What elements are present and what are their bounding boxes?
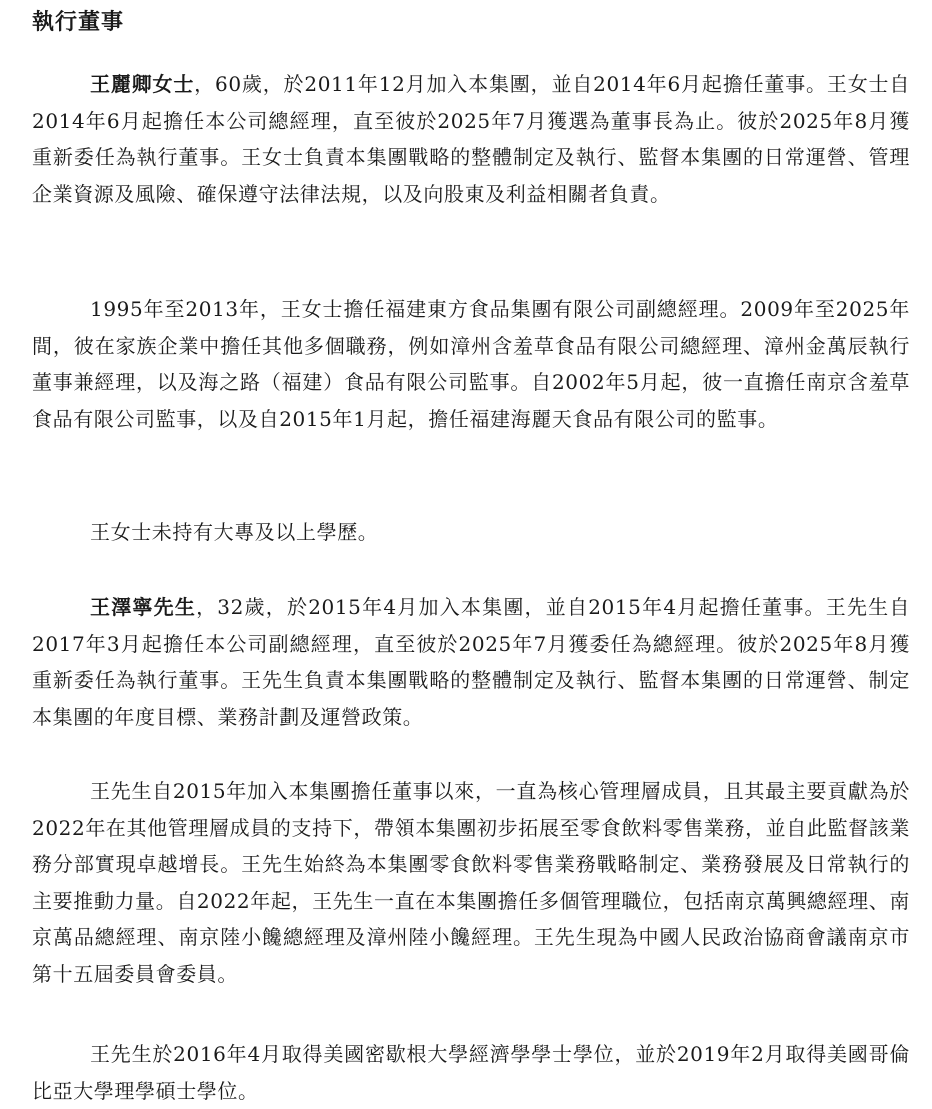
section-title: 執行董事 [32, 10, 125, 35]
bio-paragraph-wang-zening [32, 589, 910, 735]
education-paragraph-wang-liqing: 王女士未持有大專及以上學歷。 [90, 520, 379, 544]
director-name-wang-liqing: 王麗卿女士 [90, 72, 195, 96]
bio-paragraph-wang-liqing [32, 66, 910, 212]
bio-text: ，60歲，於2011年12月加入本集團，並自2014年6月起擔任董事。王女士自2014年6月起擔任本公司總經理，直至彼於2025年7月獲選為董事長為止。彼於2025年8月獲重新委任為執行董事。王女士負責本集團戰略的整體制定及執行、監督本集團的日常運營、管理企業資源及風險、確保遵守法律法規，以及向股東及利益相關者負責。 [32, 72, 910, 206]
education-paragraph-wang-zening: 王先生於2016年4月取得美國密歇根大學經濟學學士學位，並於2019年2月取得美國哥倫比亞大學理學碩士學位。 [32, 1042, 910, 1103]
career-paragraph-wang-zening: 王先生自2015年加入本集團擔任董事以來，一直為核心管理層成員，且其最主要貢獻為於2022年在其他管理層成員的支持下，帶領本集團初步拓展至零食飲料零售業務，並自此監督該業務分部實現卓越增長。王先生始終為本集團零食飲料零售業務戰略制定、業務發展及日常執行的主要推動力量。自2022年起，王先生一直在本集團擔任多個管理職位，包括南京萬興總經理、南京萬品總經理、南京陸小饞總經理及漳州陸小饞經理。王先生現為中國人民政治協商會議南京市第十五屆委員會委員。 [32, 779, 910, 986]
bio-text: ，32歲，於2015年4月加入本集團，並自2015年4月起擔任董事。王先生自2017年3月起擔任本公司副總經理，直至彼於2025年7月獲委任為總經理。彼於2025年8月獲重新委任為執行董事。王先生負責本集團戰略的整體制定及執行、監督本集團的日常運營、制定本集團的年度目標、業務計劃及運營政策。 [32, 595, 911, 729]
director-name-wang-zening: 王澤寧先生 [90, 595, 197, 619]
career-paragraph-wang-liqing: 1995年至2013年，王女士擔任福建東方食品集團有限公司副總經理。2009年至2025年間，彼在家族企業中擔任其他多個職務，例如漳州含羞草食品有限公司總經理、漳州金萬辰執行董事兼經理，以及海之路（福建）食品有限公司監事。自2002年5月起，彼一直擔任南京含羞草食品有限公司監事，以及自2015年1月起，擔任福建海麗天食品有限公司的監事。 [32, 297, 910, 431]
